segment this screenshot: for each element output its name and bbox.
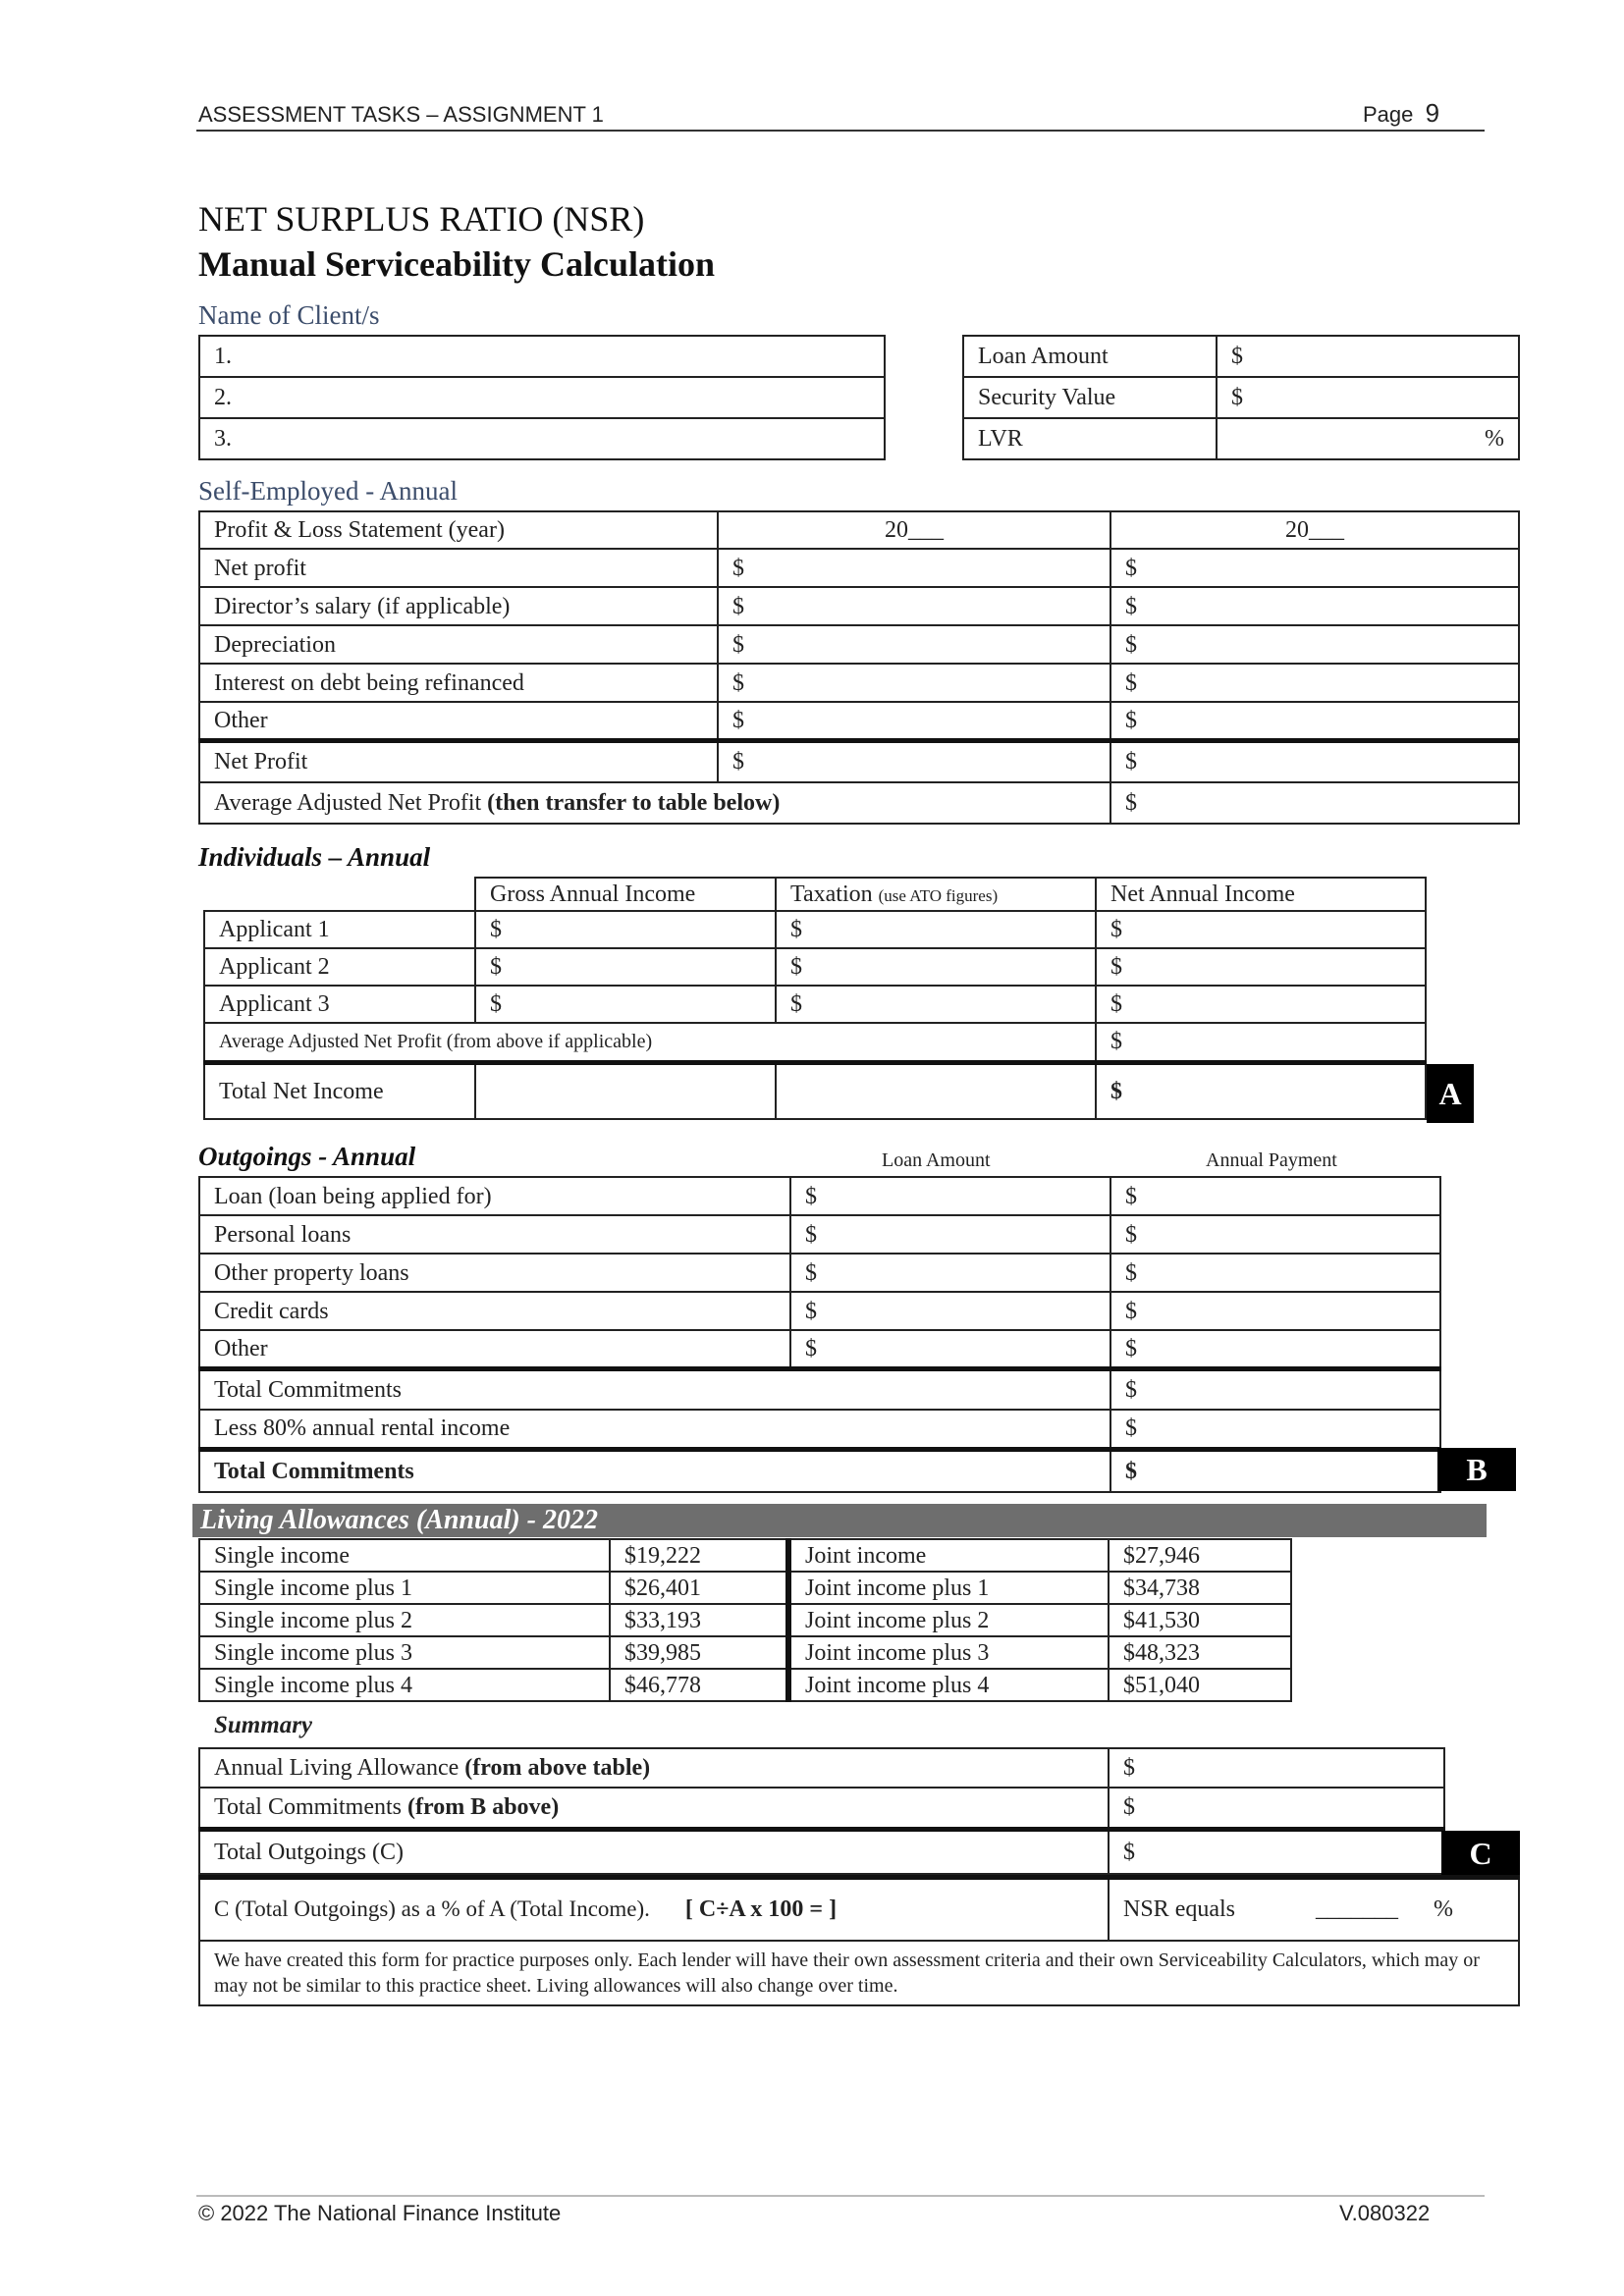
header-rule [196, 130, 1485, 132]
tax-field[interactable]: $ [776, 911, 1096, 948]
single-label: Single income plus 2 [199, 1604, 610, 1636]
pl-field[interactable]: $ [1110, 664, 1519, 702]
pl-header-label: Profit & Loss Statement (year) [199, 511, 718, 549]
single-value: $46,778 [610, 1669, 788, 1701]
net-field[interactable]: $ [1096, 986, 1426, 1023]
gross-field[interactable]: $ [475, 986, 776, 1023]
joint-label: Joint income plus 3 [788, 1636, 1109, 1669]
outgoing-payment-field[interactable]: $ [1110, 1254, 1440, 1292]
self-employed-table [198, 510, 1520, 825]
individuals-corner [204, 878, 475, 911]
pl-row-label: Other [199, 702, 718, 740]
tc-label-note: (from B above) [406, 1794, 560, 1821]
loan-amount-field[interactable]: $ [1217, 336, 1519, 377]
outgoing-amount-field[interactable]: $ [790, 1215, 1110, 1254]
page-subtitle: Manual Serviceability Calculation [198, 244, 715, 284]
security-value-label: Security Value [963, 377, 1217, 418]
summary-title: Summary [214, 1712, 313, 1738]
living-title: Living Allowances (Annual) - 2022 [200, 1505, 599, 1535]
total-net-income-field[interactable]: $ [1096, 1062, 1426, 1119]
pl-field[interactable]: $ [718, 625, 1110, 664]
footer-version: V.080322 [1339, 2201, 1431, 2225]
client-field-2[interactable]: 2. [199, 377, 885, 418]
ala-field[interactable]: $ [1109, 1748, 1444, 1788]
col-tax [776, 878, 1096, 911]
pl-field[interactable]: $ [718, 702, 1110, 740]
page-title: NET SURPLUS RATIO (NSR) [198, 199, 645, 239]
outgoing-payment-field[interactable]: $ [1110, 1177, 1440, 1215]
ala-label [199, 1748, 1109, 1788]
outgoing-amount-field[interactable]: $ [790, 1292, 1110, 1330]
net-profit-field[interactable]: $ [718, 740, 1110, 782]
outgoing-label: Loan (loan being applied for) [199, 1177, 790, 1215]
tc-label [199, 1788, 1109, 1829]
average-net-profit-label [199, 782, 1110, 824]
gross-field[interactable]: $ [475, 948, 776, 986]
average-label-note: (then transfer to table below) [487, 790, 781, 816]
net-profit-label: Net Profit [199, 740, 718, 782]
gross-field[interactable]: $ [475, 911, 776, 948]
self-employed-title: Self-Employed - Annual [198, 476, 458, 506]
pl-field[interactable]: $ [718, 664, 1110, 702]
average-net-profit-field[interactable]: $ [1110, 782, 1519, 824]
pl-row-label: Net profit [199, 549, 718, 587]
joint-label: Joint income plus 1 [788, 1572, 1109, 1604]
less-rental-field[interactable]: $ [1110, 1410, 1440, 1449]
joint-value: $27,946 [1109, 1539, 1291, 1572]
col-annual-payment: Annual Payment [1206, 1149, 1337, 1171]
pl-field[interactable]: $ [1110, 625, 1519, 664]
total-outgoings-label: Total Outgoings (C) [199, 1829, 1109, 1874]
net-field[interactable]: $ [1096, 911, 1426, 948]
individuals-title: Individuals – Annual [198, 842, 431, 872]
page-number: 9 [1425, 98, 1440, 128]
net-profit-field[interactable]: $ [1110, 740, 1519, 782]
total-net-income-label: Total Net Income [204, 1062, 475, 1119]
lvr-field[interactable]: % [1217, 418, 1519, 459]
average-label-text: Average Adjusted Net Profit [214, 790, 482, 816]
lvr-label: LVR [963, 418, 1217, 459]
loan-box [962, 335, 1520, 460]
living-table [198, 1538, 1292, 1702]
outgoing-payment-field[interactable]: $ [1110, 1292, 1440, 1330]
pl-field[interactable]: $ [1110, 587, 1519, 625]
col-loan-amount: Loan Amount [882, 1149, 991, 1171]
nsr-table [198, 1875, 1520, 2006]
outgoing-label: Other [199, 1330, 790, 1368]
grand-total-commitments-label: Total Commitments [199, 1449, 1110, 1492]
outgoing-label: Credit cards [199, 1292, 790, 1330]
col-tax-label: Taxation [790, 881, 873, 907]
pl-field[interactable]: $ [718, 549, 1110, 587]
nsr-blank-field[interactable]: _______ [1316, 1896, 1398, 1923]
tax-field[interactable]: $ [776, 948, 1096, 986]
single-value: $39,985 [610, 1636, 788, 1669]
total-commitments-field[interactable]: $ [1110, 1368, 1440, 1410]
page-label: Page [1363, 102, 1414, 127]
badge-a: A [1427, 1064, 1474, 1123]
nsr-formula-label: C (Total Outgoings) as a % of A (Total Income). [214, 1896, 650, 1922]
outgoing-label: Other property loans [199, 1254, 790, 1292]
footer-rule [196, 2195, 1485, 2197]
tc-field[interactable]: $ [1109, 1788, 1444, 1829]
outgoings-title: Outgoings - Annual [198, 1142, 416, 1171]
ala-label-note: (from above table) [464, 1755, 651, 1781]
outgoing-payment-field[interactable]: $ [1110, 1215, 1440, 1254]
outgoing-amount-field[interactable]: $ [790, 1254, 1110, 1292]
outgoing-amount-field[interactable]: $ [790, 1177, 1110, 1215]
joint-value: $34,738 [1109, 1572, 1291, 1604]
pl-row-label: Interest on debt being refinanced [199, 664, 718, 702]
badge-b: B [1437, 1448, 1516, 1491]
avg-net-profit-label: Average Adjusted Net Profit (from above if applicable) [204, 1023, 1096, 1062]
individuals-table [203, 877, 1427, 1120]
loan-amount-label: Loan Amount [963, 336, 1217, 377]
clients-label: Name of Client/s [198, 300, 380, 330]
nsr-formula: [ C÷A x 100 = ] [684, 1896, 838, 1923]
col-tax-note: (use ATO figures) [878, 886, 999, 905]
pl-row-label: Depreciation [199, 625, 718, 664]
outgoing-amount-field[interactable]: $ [790, 1330, 1110, 1368]
disclaimer-note: We have created this form for practice purposes only. Each lender will have their own assessment criteria and their own Serviceability Calculators, which may or may not be similar to this practice sheet. Living allowances will also change over time. [199, 1941, 1519, 2005]
grand-total-commitments-field[interactable]: $ [1110, 1449, 1440, 1492]
security-value-field[interactable]: $ [1217, 377, 1519, 418]
pl-year-2[interactable]: 20___ [1110, 511, 1519, 549]
client-field-3[interactable]: 3. [199, 418, 885, 459]
pl-field[interactable]: $ [1110, 549, 1519, 587]
joint-value: $48,323 [1109, 1636, 1291, 1669]
outgoing-label: Personal loans [199, 1215, 790, 1254]
less-rental-label: Less 80% annual rental income [199, 1410, 1110, 1449]
pl-field[interactable]: $ [1110, 702, 1519, 740]
single-label: Single income [199, 1539, 610, 1572]
col-net: Net Annual Income [1096, 878, 1426, 911]
single-value: $26,401 [610, 1572, 788, 1604]
joint-value: $41,530 [1109, 1604, 1291, 1636]
summary-table [198, 1747, 1445, 1875]
tax-field[interactable]: $ [776, 986, 1096, 1023]
total-gross-field[interactable] [475, 1062, 776, 1119]
pl-field[interactable]: $ [718, 587, 1110, 625]
avg-net-profit-field[interactable]: $ [1096, 1023, 1426, 1062]
pl-row-label: Director’s salary (if applicable) [199, 587, 718, 625]
nsr-formula-cell [199, 1878, 1109, 1941]
single-label: Single income plus 3 [199, 1636, 610, 1669]
header-page [1363, 98, 1439, 129]
total-commitments-label: Total Commitments [199, 1368, 1110, 1410]
single-label: Single income plus 1 [199, 1572, 610, 1604]
total-outgoings-field[interactable]: $ [1109, 1829, 1444, 1874]
joint-label: Joint income plus 4 [788, 1669, 1109, 1701]
outgoings-table [198, 1176, 1441, 1493]
col-gross: Gross Annual Income [475, 878, 776, 911]
pl-year-1[interactable]: 20___ [718, 511, 1110, 549]
footer-copyright: © 2022 The National Finance Institute [198, 2201, 562, 2225]
applicant-label: Applicant 2 [204, 948, 475, 986]
client-field-1[interactable]: 1. [199, 336, 885, 377]
applicant-label: Applicant 1 [204, 911, 475, 948]
header-left: ASSESSMENT TASKS – ASSIGNMENT 1 [198, 102, 604, 127]
joint-label: Joint income plus 2 [788, 1604, 1109, 1636]
applicant-label: Applicant 3 [204, 986, 475, 1023]
outgoing-payment-field[interactable]: $ [1110, 1330, 1440, 1368]
single-value: $19,222 [610, 1539, 788, 1572]
net-field[interactable]: $ [1096, 948, 1426, 986]
total-tax-field[interactable] [776, 1062, 1096, 1119]
nsr-equals-label: NSR equals [1123, 1896, 1235, 1923]
joint-value: $51,040 [1109, 1669, 1291, 1701]
clients-table [198, 335, 886, 460]
single-value: $33,193 [610, 1604, 788, 1636]
badge-c: C [1441, 1831, 1520, 1876]
ala-label-text: Annual Living Allowance [214, 1755, 460, 1781]
single-label: Single income plus 4 [199, 1669, 610, 1701]
nsr-percent-sign: % [1434, 1896, 1453, 1923]
joint-label: Joint income [788, 1539, 1109, 1572]
nsr-result-cell [1109, 1878, 1519, 1941]
tc-label-text: Total Commitments [214, 1794, 402, 1821]
